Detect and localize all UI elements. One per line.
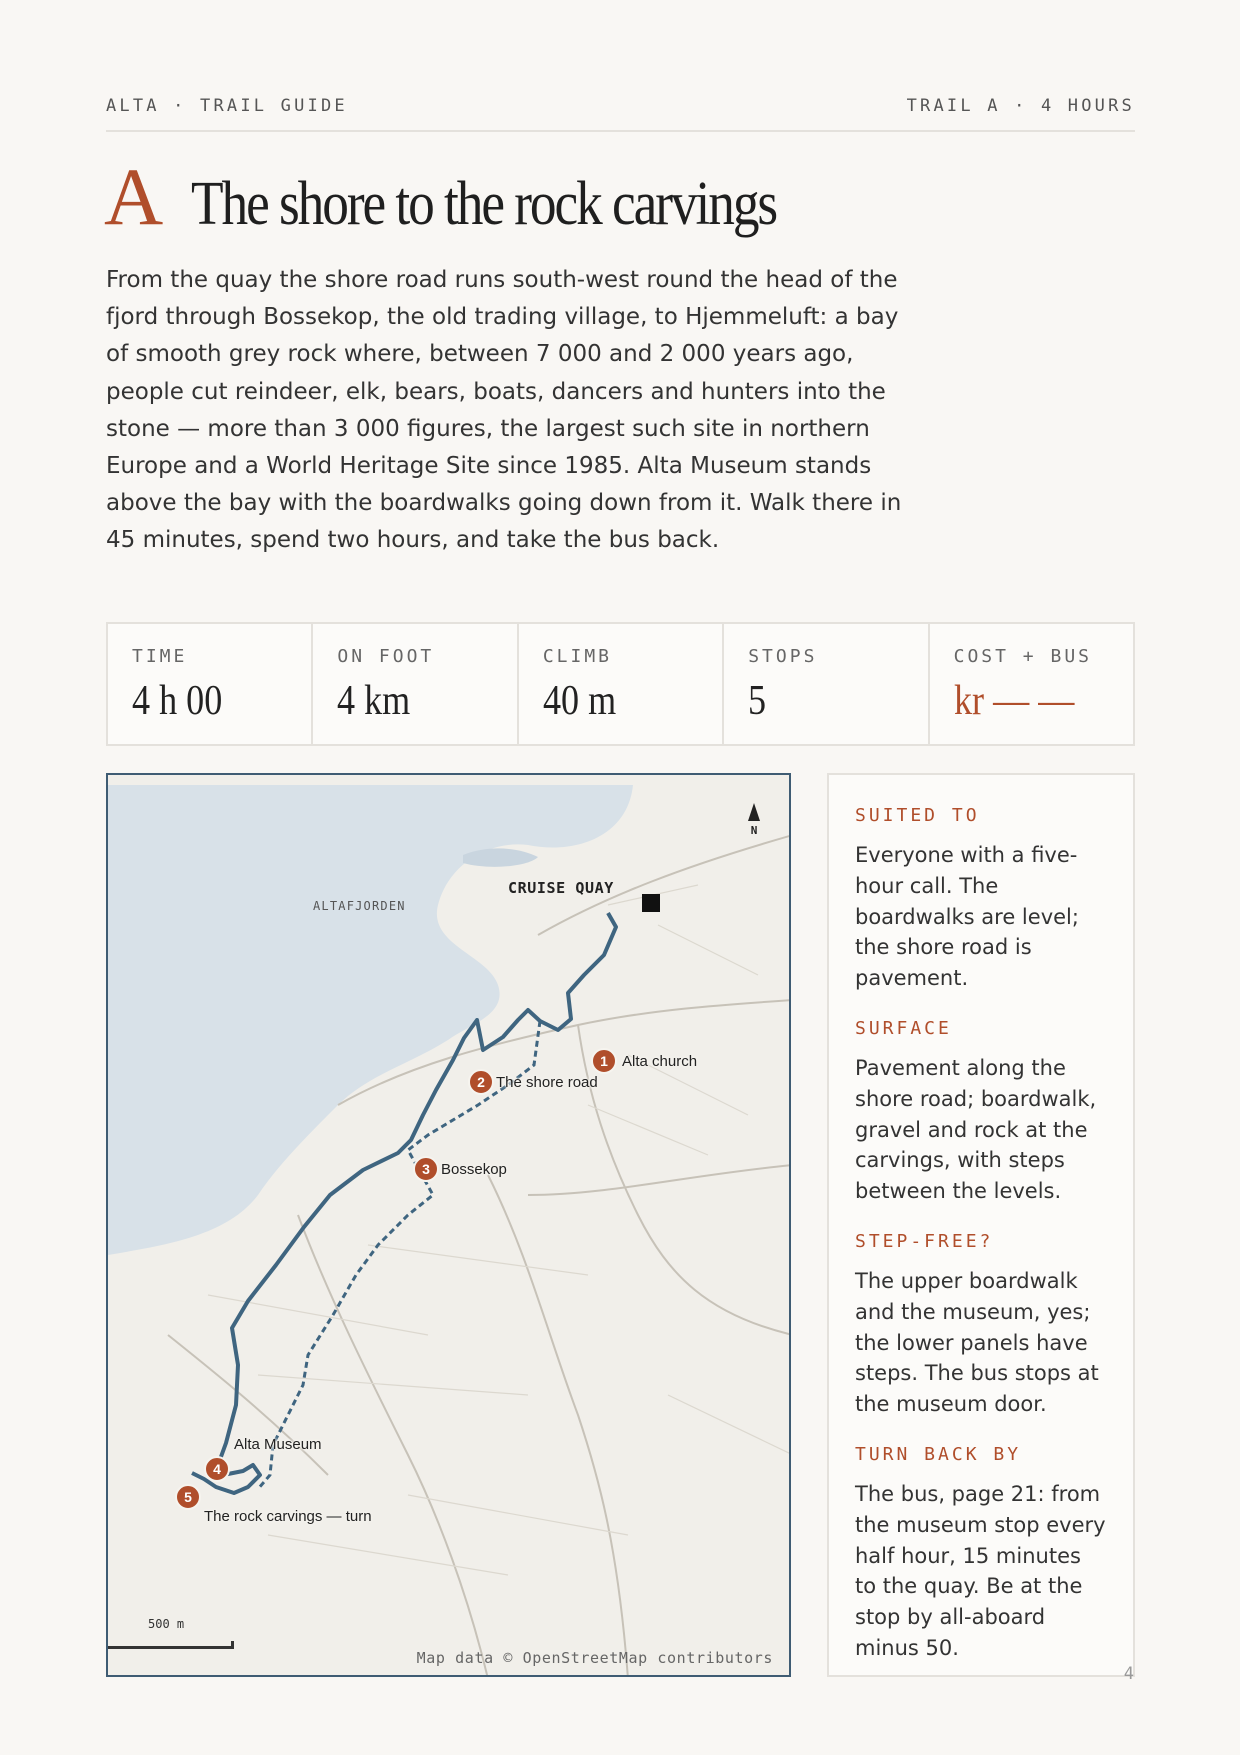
stop-5-badge[interactable]: 5 <box>175 1484 201 1510</box>
step-free-text: The upper boardwalk and the museum, yes; the lower panels have steps. The bus stops at the museum door. <box>855 1268 1099 1417</box>
trail-letter: A <box>104 151 164 242</box>
stat-label: ON FOOT <box>337 646 435 667</box>
stop-1-badge[interactable]: 1 <box>591 1048 617 1074</box>
stop-2-label: The shore road <box>496 1074 598 1091</box>
stat-label: TIME <box>132 646 188 667</box>
stat-on-foot <box>313 624 518 744</box>
stat-value: 4 h 00 <box>132 678 223 724</box>
north-arrow-icon <box>748 803 760 821</box>
stat-value: 40 m <box>542 678 617 724</box>
map-credit: Map data © OpenStreetMap contributors <box>416 1649 773 1667</box>
stop-5-label: The rock carvings — turn <box>204 1508 372 1525</box>
info-sidebar <box>827 773 1135 1677</box>
stat-value: 4 km <box>337 678 411 724</box>
stat-value: kr — — <box>953 678 1075 724</box>
stat-label: CLIMB <box>542 646 612 667</box>
water-label: ALTAFJORDEN <box>313 899 406 913</box>
north-label: N <box>750 824 758 837</box>
stat-time <box>108 624 313 744</box>
stat-climb <box>519 624 724 744</box>
header-right: TRAIL A · 4 HOURS <box>906 96 1135 116</box>
stop-2-badge[interactable]: 2 <box>468 1069 494 1095</box>
north-arrow <box>744 803 764 837</box>
intro-paragraph: From the quay the shore road runs south-west round the head of the fjord through Bossekop, the old trading village, to Hjemmeluft: a bay of smooth grey rock where, between 7 000 and 2 000 years ago, people cut reindeer, elk, bears, boats, dancers and hunters into the stone — more than 3 000 figures, the largest such site in northern Europe and a World Heritage Site since 1985. Alta Museum stands above the bay with the boardwalks going down from it. Walk there in 45 minutes, spend two hours, and take the bus back. <box>106 267 902 554</box>
surface-text: Pavement along the shore road; boardwalk, gravel and rock at the carvings, with steps between the levels. <box>855 1055 1097 1204</box>
stat-cost <box>930 624 1133 744</box>
stop-3-label: Bossekop <box>441 1161 507 1178</box>
step-free-heading: STEP-FREE? <box>855 1230 994 1252</box>
stop-3-badge[interactable]: 3 <box>413 1156 439 1182</box>
scale-label: 500 m <box>148 1617 185 1631</box>
stop-4-badge[interactable]: 4 <box>204 1456 230 1482</box>
page-number: 4 <box>1123 1664 1134 1684</box>
suited-to-heading: SUITED TO <box>855 805 980 826</box>
page-title <box>104 151 872 242</box>
stop-1-label: Alta church <box>622 1053 698 1070</box>
quay-label: CRUISE QUAY <box>508 879 614 897</box>
surface-heading: SURFACE <box>855 1017 952 1039</box>
route-map[interactable] <box>106 773 791 1677</box>
turn-back-heading: TURN BACK BY <box>855 1443 1022 1465</box>
stat-value: 5 <box>748 678 767 724</box>
quay-marker-icon <box>642 894 660 912</box>
turn-back-text: The bus, page 21: from the museum stop every half hour, 15 minutes to the quay. Be at the stop by all-aboard minus 50. <box>855 1481 1106 1660</box>
title-text: The shore to the rock carvings <box>191 170 777 238</box>
header-left: ALTA · TRAIL GUIDE <box>106 96 348 116</box>
map-graphic <box>108 775 791 1677</box>
stat-label: COST + BUS <box>953 646 1092 667</box>
stat-stops <box>724 624 929 744</box>
stop-4-label: Alta Museum <box>234 1436 322 1453</box>
stats-strip <box>106 622 1135 746</box>
suited-to-text: Everyone with a five-hour call. The boardwalks are level; the shore road is pavement. <box>855 843 1079 991</box>
stat-label: STOPS <box>748 646 818 667</box>
scale-bar <box>108 1641 234 1649</box>
running-header <box>106 96 1135 132</box>
